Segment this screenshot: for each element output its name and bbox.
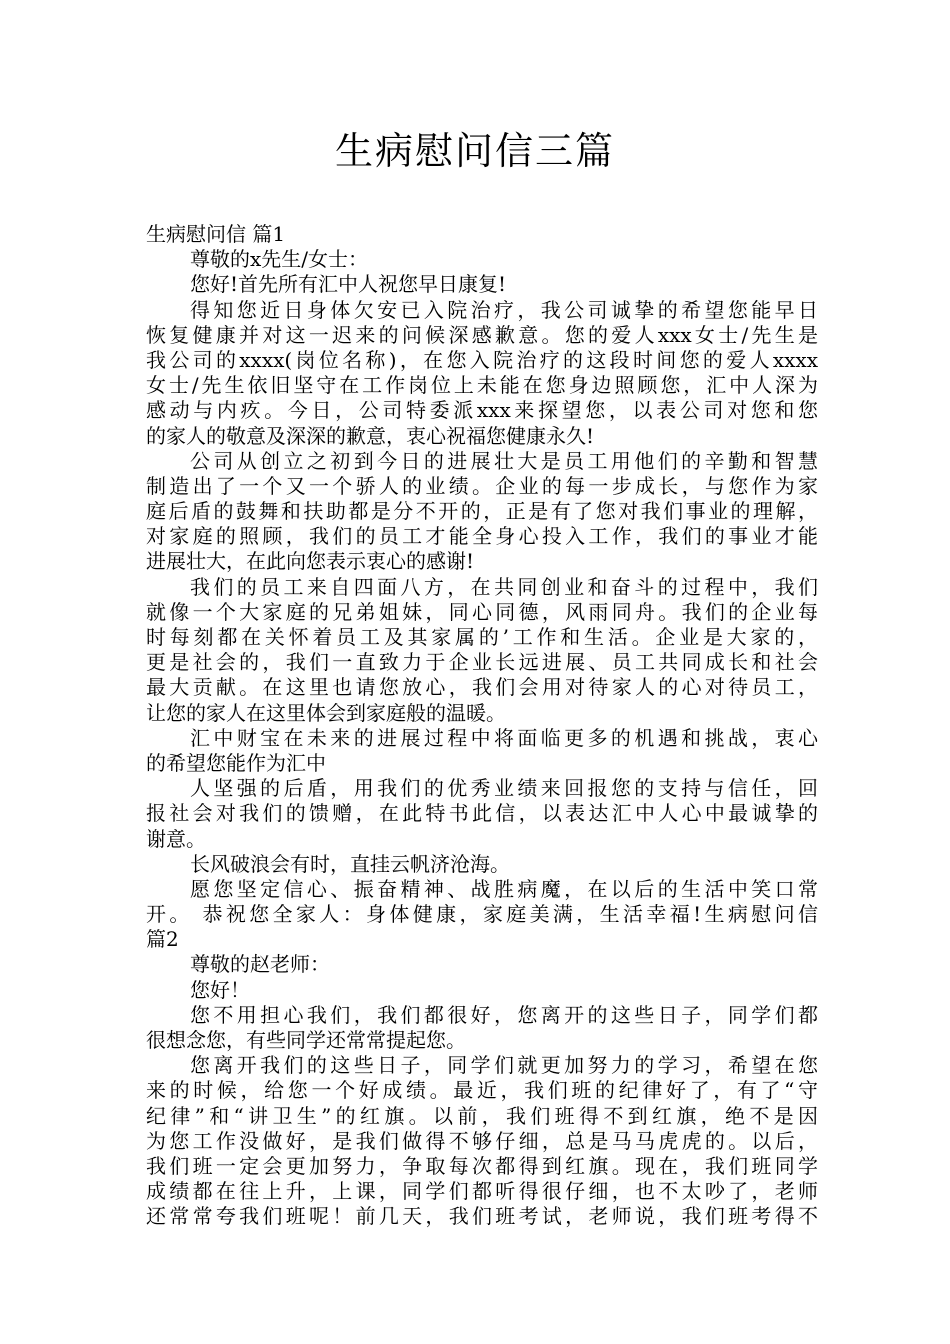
text-line: 谢意。 [146,826,206,851]
text-line: 庭后盾的鼓舞和扶助都是分不开的，正是有了您对我们事业的理解， [146,499,818,524]
text-line: 为您工作没做好，是我们做得不够仔细，总是马马虎虎的。以后， [146,1128,818,1153]
text-line: 感动与内疚。今日，公司特委派xxx来探望您，以表公司对您和您 [146,398,818,423]
text-line: 得知您近日身体欠安已入院治疗，我公司诚挚的希望您能早日 [190,297,818,322]
text-line: 愿您坚定信心、振奋精神、战胜病魔，在以后的生活中笑口常 [190,876,818,901]
text-line: 我公司的xxxx(岗位名称)，在您入院治疗的这段时间您的爱人xxxx [146,347,818,372]
text-line: 还常常夸我们班呢！前几天，我们班考试，老师说，我们班考得不 [146,1204,818,1229]
text-line: 的家人的敬意及深深的歉意，衷心祝福您健康永久! [146,423,595,448]
document-title: 生病慰问信三篇 [334,129,615,173]
text-line: 让您的家人在这里体会到家庭般的温暖。 [146,700,506,725]
document-body [146,222,818,1230]
text-line: 我们班一定会更加努力，争取每次都得到红旗。现在，我们班同学 [146,1153,818,1178]
text-line: 人坚强的后盾，用我们的优秀业绩来回报您的支持与信任，回 [190,776,818,801]
text-line: 公司从创立之初到今日的进展壮大是员工用他们的辛勤和智慧 [190,448,818,473]
text-line: 您好!首先所有汇中人祝您早日康复! [190,272,507,297]
text-line: 生病慰问信 篇1 [146,222,286,246]
text-line: 长风破浪会有时，直挂云帆济沧海。 [190,851,510,876]
text-line: 很想念您，有些同学还常常提起您。 [146,1028,466,1052]
text-line: 恢复健康并对这一迟来的问候深感歉意。您的爱人xxx女士/先生是 [146,322,818,347]
text-line: 成绩都在往上升，上课，同学们都听得很仔细，也不太吵了，老师 [146,1179,818,1204]
text-line: 尊敬的x先生/女士： [190,247,369,272]
text-line: 制造出了一个又一个骄人的业绩。企业的每一步成长，与您作为家 [146,473,818,498]
text-line: 报社会对我们的馈赠，在此特书此信，以表达汇中人心中最诚挚的 [146,801,818,826]
text-line: 我们的员工来自四面八方，在共同创业和奋斗的过程中，我们 [190,574,818,599]
text-line: 最大贡献。在这里也请您放心，我们会用对待家人的心对待员工， [146,675,818,700]
text-line: 纪律”和“讲卫生”的红旗。以前，我们班得不到红旗，绝不是因 [146,1103,818,1128]
text-line: 对家庭的照顾，我们的员工才能全身心投入工作，我们的事业才能 [146,524,818,549]
text-line: 时每刻都在关怀着员工及其家属的’工作和生活。企业是大家的， [146,625,818,649]
text-line: 您离开我们的这些日子，同学们就更加努力的学习，希望在您 [190,1053,818,1078]
text-line: 进展壮大，在此向您表示衷心的感谢! [146,549,475,574]
text-line: 开。 恭祝您全家人：身体健康，家庭美满，生活幸福!生病慰问信 [146,902,818,927]
text-line: 篇2 [146,927,179,952]
text-line: 来的时候，给您一个好成绩。最近，我们班的纪律好了，有了“守 [146,1078,818,1103]
text-line: 更是社会的，我们一直致力于企业长远进展、员工共同成长和社会 [146,650,818,675]
text-line: 您不用担心我们，我们都很好，您离开的这些日子，同学们都 [190,1002,818,1027]
text-line: 您好！ [190,977,250,1002]
text-line: 尊敬的赵老师： [190,952,330,977]
text-line: 的希望您能作为汇中 [146,750,326,775]
text-line: 就像一个大家庭的兄弟姐妹，同心同德，风雨同舟。我们的企业每 [146,599,818,624]
text-line: 女士/先生依旧坚守在工作岗位上未能在您身边照顾您，汇中人深为 [146,373,818,398]
text-line: 汇中财宝在未来的进展过程中将面临更多的机遇和挑战，衷心 [190,725,818,750]
